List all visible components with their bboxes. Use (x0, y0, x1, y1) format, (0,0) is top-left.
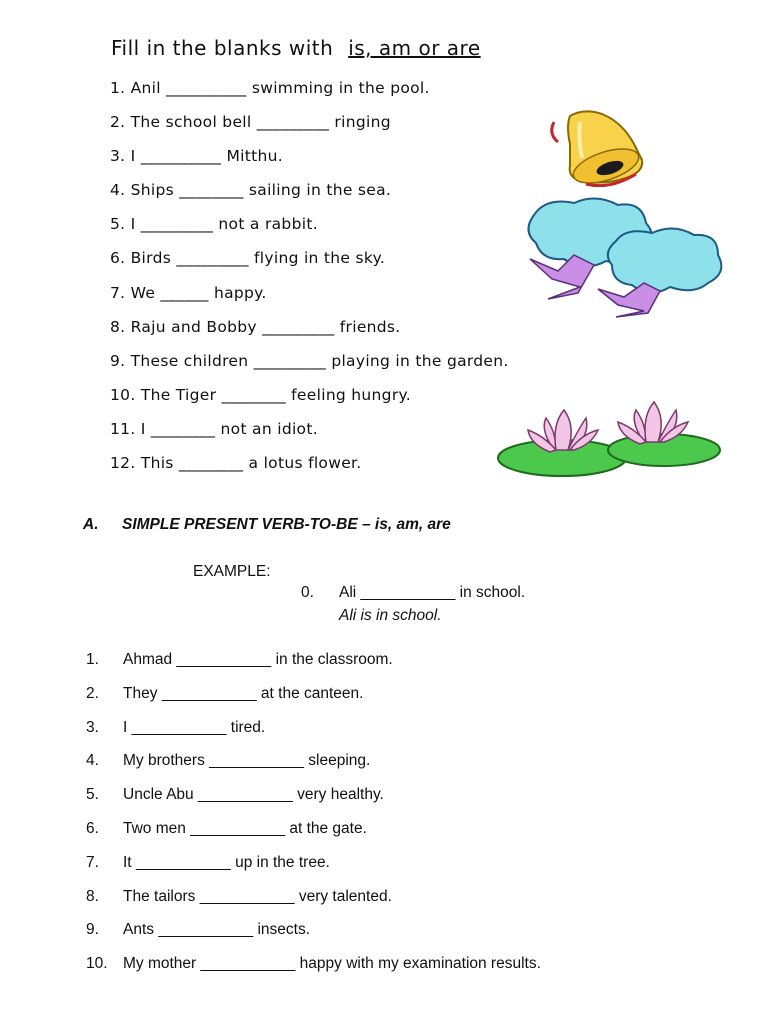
item-text-before: We (130, 283, 156, 302)
item-text-before: The tailors (123, 887, 196, 905)
item-text-after: not an idiot. (220, 419, 318, 438)
answer-blank: _________ (253, 351, 327, 370)
item-number: 9. (86, 921, 99, 939)
answer-blank: ___________ (135, 853, 231, 871)
item-number: 11. (110, 419, 136, 438)
item-number: 1. (110, 79, 126, 97)
item-text-after: in the classroom. (275, 651, 393, 668)
item-number: 6. (110, 249, 126, 268)
bell-icon (540, 108, 650, 188)
answer-blank: _________ (262, 317, 335, 336)
answer-blank: ___________ (190, 819, 286, 837)
answer-blank: _________ (256, 113, 330, 132)
item-text-before: I (123, 718, 128, 736)
item-text-before: Uncle Abu (123, 786, 194, 804)
answer-blank: ___________ (158, 921, 254, 939)
example-question (301, 584, 525, 602)
answer-blank: ___________ (197, 786, 293, 804)
answer-blank: ___________ (200, 955, 296, 973)
item-text-before: Raju and Bobby (130, 317, 257, 336)
list-item (86, 717, 746, 751)
list-item (86, 784, 746, 818)
item-text-before: These children (130, 351, 249, 370)
item-text-after: not a rabbit. (218, 215, 318, 234)
answer-blank: ________ (150, 419, 216, 438)
answer-blank: __________ (140, 147, 222, 166)
item-text-before: My brothers (123, 752, 205, 770)
item-number: 2. (110, 113, 126, 132)
answer-blank: ___________ (176, 651, 272, 668)
item-number: 4. (110, 181, 126, 200)
answer-blank: __________ (166, 79, 247, 97)
list-item (110, 316, 730, 350)
item-number: 3. (110, 147, 126, 166)
item-number: 8. (86, 887, 99, 905)
item-text-after: a lotus flower. (248, 454, 362, 473)
item-text-before: It (123, 853, 132, 871)
list-item (86, 953, 746, 987)
item-number: 9. (110, 351, 126, 370)
item-number: 3. (86, 718, 99, 736)
item-text-before: Ahmad (123, 651, 173, 668)
item-number: 10. (110, 385, 136, 404)
answer-blank: ______ (160, 283, 209, 302)
item-text-before: The Tiger (140, 385, 217, 404)
answer-blank: ________ (178, 454, 244, 473)
item-number: 10. (86, 955, 108, 973)
item-text-before: Anil (130, 79, 161, 97)
section-a-heading (83, 516, 451, 534)
list-item (86, 919, 746, 953)
example-label: EXAMPLE: (193, 563, 271, 580)
item-text-after: at the canteen. (260, 684, 364, 702)
title-prefix: Fill in the blanks with (111, 36, 334, 60)
list-item (86, 886, 746, 920)
item-text-before: I (130, 215, 136, 234)
item-text-before: Ships (130, 181, 175, 200)
item-text-before: This (140, 454, 174, 473)
item-text-before: I (130, 147, 136, 166)
item-text-before: Birds (130, 249, 172, 268)
list-item (86, 683, 746, 717)
list-item (110, 350, 730, 384)
item-text-after: up in the tree. (235, 853, 330, 871)
item-text-after: ringing (334, 113, 391, 132)
item-text-before: Ants (123, 921, 155, 939)
item-text-after: flying in the sky. (254, 249, 386, 268)
item-text-after: very healthy. (297, 786, 384, 804)
answer-blank: ___________ (161, 684, 257, 702)
item-number: 5. (86, 786, 99, 804)
exercise-2-list (86, 649, 746, 987)
item-number: 12. (110, 454, 136, 473)
item-text-after: swimming in the pool. (251, 79, 430, 97)
list-item (86, 818, 746, 852)
answer-blank: ___________ (209, 752, 304, 770)
item-number: 6. (86, 819, 99, 837)
answer-blank: ___________ (131, 718, 227, 736)
item-text-before: I (140, 419, 146, 438)
item-text-after: tired. (230, 718, 266, 736)
item-text-after: feeling hungry. (291, 385, 411, 404)
item-text-after: happy with my examination results. (299, 955, 541, 973)
tree-icon (518, 195, 723, 320)
example-question-text: Ali ___________ in school. (339, 584, 526, 601)
answer-blank: ________ (221, 385, 286, 404)
item-text-before: My mother (123, 955, 197, 973)
item-text-after: Mitthu. (226, 147, 283, 166)
answer-blank: ___________ (199, 887, 295, 905)
item-number: 7. (86, 853, 99, 871)
list-item (110, 77, 730, 111)
item-number: 4. (86, 752, 99, 770)
list-item (86, 750, 746, 784)
title-words: is, am or are (348, 36, 481, 60)
item-text-before: The school bell (130, 113, 252, 132)
item-text-after: sleeping. (308, 752, 371, 770)
item-number: 5. (110, 215, 126, 234)
section-a-title: SIMPLE PRESENT VERB-TO-BE – is, am, are (122, 516, 451, 533)
item-text-before: Two men (123, 819, 186, 837)
list-item (86, 852, 746, 886)
item-number: 1. (86, 651, 99, 668)
answer-blank: _________ (176, 249, 249, 268)
section-a-label: A. (83, 516, 99, 533)
item-text-after: sailing in the sea. (248, 181, 392, 200)
item-text-after: playing in the garden. (331, 351, 509, 370)
item-text-after: insects. (257, 921, 311, 939)
item-text-after: friends. (339, 317, 401, 336)
example-answer: Ali is in school. (339, 607, 442, 624)
item-number: 2. (86, 684, 99, 702)
item-text-before: They (123, 684, 158, 702)
item-text-after: very talented. (298, 887, 392, 905)
answer-blank: _________ (140, 215, 214, 234)
item-text-after: at the gate. (289, 819, 367, 837)
example-number: 0. (301, 584, 314, 601)
list-item (86, 649, 746, 683)
worksheet-title (111, 36, 481, 60)
item-number: 7. (110, 283, 126, 302)
answer-blank: ________ (179, 181, 244, 200)
item-text-after: happy. (213, 283, 267, 302)
item-number: 8. (110, 317, 126, 336)
lotus-flower-icon (494, 400, 724, 480)
